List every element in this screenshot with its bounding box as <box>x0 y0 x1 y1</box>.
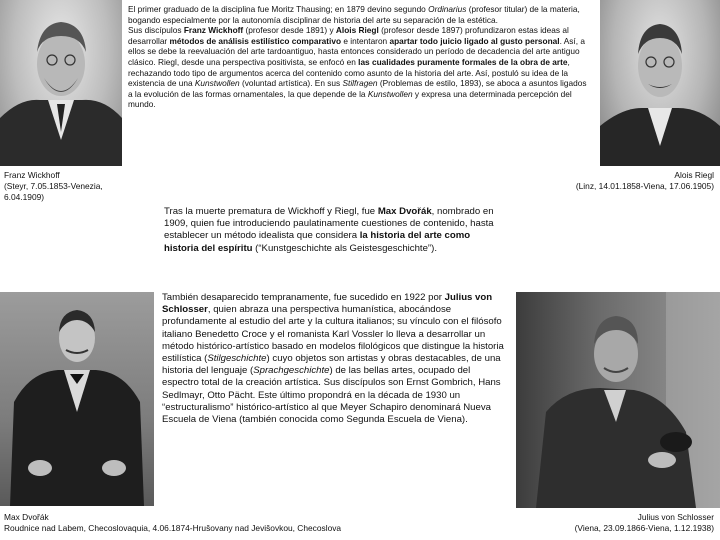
portrait-wickhoff <box>0 0 122 166</box>
paragraph-thausing-wickhoff-riegl: El primer graduado de la disciplina fue Moritz Thausing; en 1879 devino segundo Ordinarius (profesor titular) de la materia, bogando especialmente por la autonomía disciplinar de historia del arte su separación de la estética. Sus discípulos Franz Wickhoff (profesor desde 1891) y Alois Riegl (profesor desde 1897) profundizaron estas ideas al desarrollar métodos de análisis estilístico comparativo e intentaron apartar todo juicio ligado al gusto personal. Así, a ellos se debe la reevaluación del arte tardoantiguo, hasta entonces considerado un período de decadencia del arte antiguo clásico. Riegl, desde una perspectiva positivista, se enfocó en las cualidades puramente formales de la obra de arte, rechazando todo tipo de argumentos acerca del contenido como asunto de la historia del arte. Así, postuló su idea de la existencia de una Kunstwollen (voluntad artística). En sus Stilfragen (Problemas de estilo, 1893), se aboca a asuntos ligados a la evolución de las formas ornamentales, la que depende de la Kunstwollen y expresa una determinada percepción del mundo. <box>128 4 587 110</box>
caption-schlosser <box>520 512 714 534</box>
caption-detail: Roudnice nad Labem, Checoslovaquia, 4.06.1874-Hrušovany nad Jevišovkou, Checoslova <box>4 523 342 533</box>
portrait-schlosser <box>516 292 720 508</box>
caption-detail: (Linz, 14.01.1858-Viena, 17.06.1905) <box>575 181 714 191</box>
caption-name: Max Dvořák <box>4 512 49 522</box>
caption-wickhoff <box>4 170 124 203</box>
caption-name: Alois Riegl <box>674 170 714 180</box>
caption-name: Julius von Schlosser <box>637 512 714 522</box>
caption-dvorak <box>4 512 364 534</box>
portrait-riegl <box>600 0 720 166</box>
caption-detail: (Steyr, 7.05.1853-Venezia, 6.04.1909) <box>4 181 103 202</box>
caption-name: Franz Wickhoff <box>4 170 60 180</box>
paragraph-schlosser: También desaparecido tempranamente, fue sucedido en 1922 por Julius von Schlosser, quien abraza una perspectiva humanística, abocándose profundamente al estudio del arte y la cultura italianos; su vínculo con el filósofo italiano Benedetto Croce y el romanista Karl Vossler lo lleva a desarrollar un método histórico-artístico basado en modelos filológicos que distingue la historia estilística (Stilgeschichte) cuyo objetos son artistas y obras destacables, de una historia del lenguaje (Sprachgeschichte) de las bellas artes, ocupado del espectro total de la creación artística. Sus discípulos son Ernst Gombrich, Hans Sedlmayr, Otto Pächt. Este último propondrá en la década de 1930 un “estructuralismo” histórico-artístico al que Meyer Schapiro denominará Nueva Escuela de Viena (también conocida como Segunda Escuela de Viena). <box>162 292 504 426</box>
paragraph-dvorak: Tras la muerte prematura de Wickhoff y Riegl, fue Max Dvořák, nombrado en 1909, quien fue introduciendo paulatinamente cuestiones de contenido, hasta establecer un método idealista que considera la historia del arte como historia del espíritu (“Kunstgeschichte als Geistesgeschichte”). <box>164 206 494 254</box>
caption-riegl <box>540 170 714 192</box>
portrait-dvorak <box>0 292 154 506</box>
caption-detail: (Viena, 23.09.1866-Viena, 1.12.1938) <box>574 523 714 533</box>
